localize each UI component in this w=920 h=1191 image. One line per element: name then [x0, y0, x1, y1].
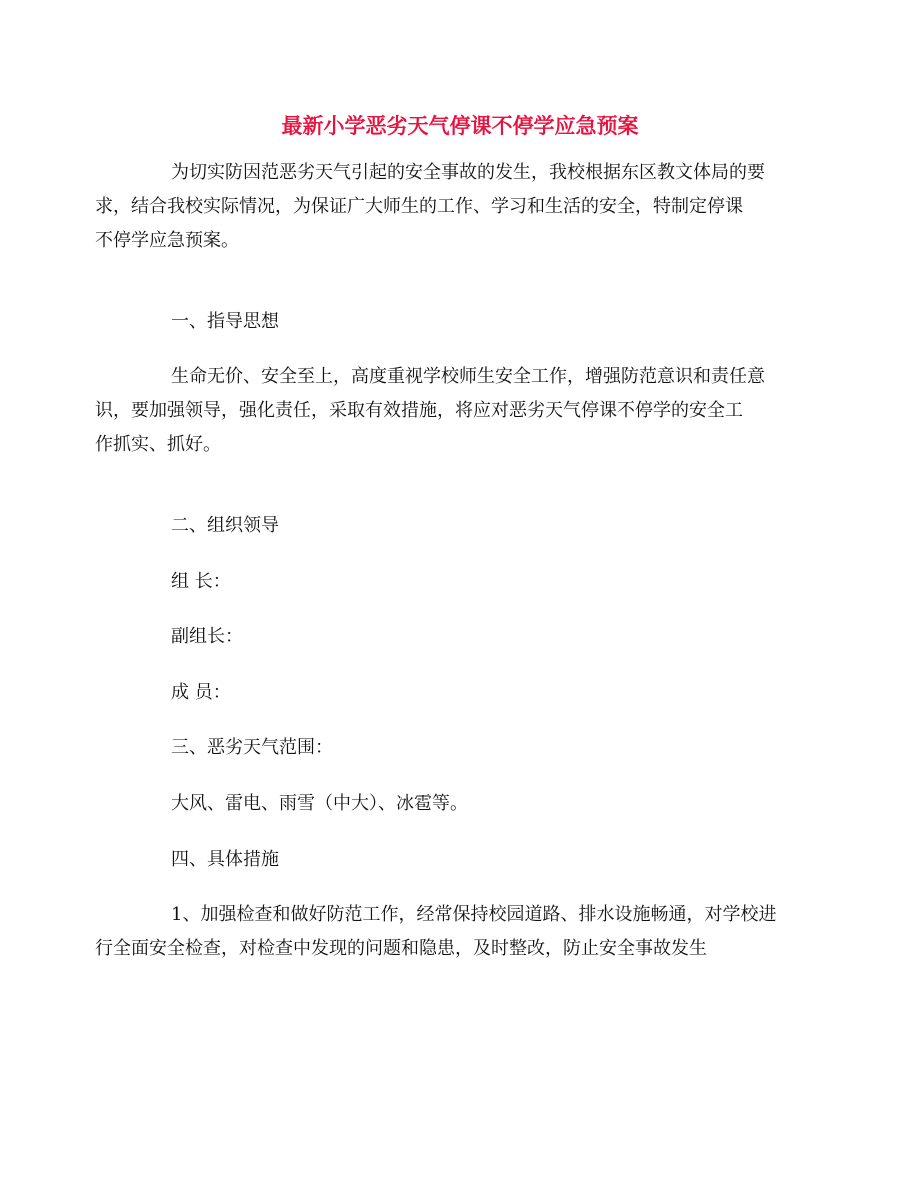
paragraph-line: 生命无价、安全至上，高度重视学校师生安全工作，增强防范意识和责任意	[171, 366, 765, 387]
guiding-ideology-paragraph	[95, 360, 793, 462]
paragraph-line: 1、加强检查和做好防范工作，经常保持校园道路、排水设施畅通，对学校进	[171, 904, 777, 925]
member-label: 成 员：	[171, 682, 231, 703]
section-heading-guiding-ideology: 一、指导思想	[171, 311, 279, 332]
intro-line: 为切实防因范恶劣天气引起的安全事故的发生，我校根据东区教文体局的要	[171, 162, 765, 183]
page-title: 最新小学恶劣天气停课不停学应急预案	[281, 114, 639, 138]
intro-line: 求，结合我校实际情况，为保证广大师生的工作、学习和生活的安全，特制定停课	[95, 196, 743, 217]
leader-label: 组 长：	[171, 571, 231, 592]
paragraph-line: 行全面安全检查，对检查中发现的问题和隐患，及时整改，防止安全事故发生	[95, 938, 707, 959]
section-heading-measures: 四、具体措施	[171, 849, 279, 870]
intro-paragraph	[95, 156, 793, 258]
measures-paragraph	[95, 898, 793, 966]
intro-line: 不停学应急预案。	[95, 230, 239, 251]
paragraph-line: 识，要加强领导，强化责任，采取有效措施，将应对恶劣天气停课不停学的安全工	[95, 400, 743, 421]
deputy-leader-label: 副组长：	[171, 626, 243, 647]
weather-scope-text: 大风、雷电、雨雪（中大）、冰雹等。	[171, 793, 468, 814]
section-heading-weather-scope: 三、恶劣天气范围：	[171, 737, 333, 758]
section-heading-organization: 二、组织领导	[171, 515, 279, 536]
paragraph-line: 作抓实、抓好。	[95, 434, 221, 455]
